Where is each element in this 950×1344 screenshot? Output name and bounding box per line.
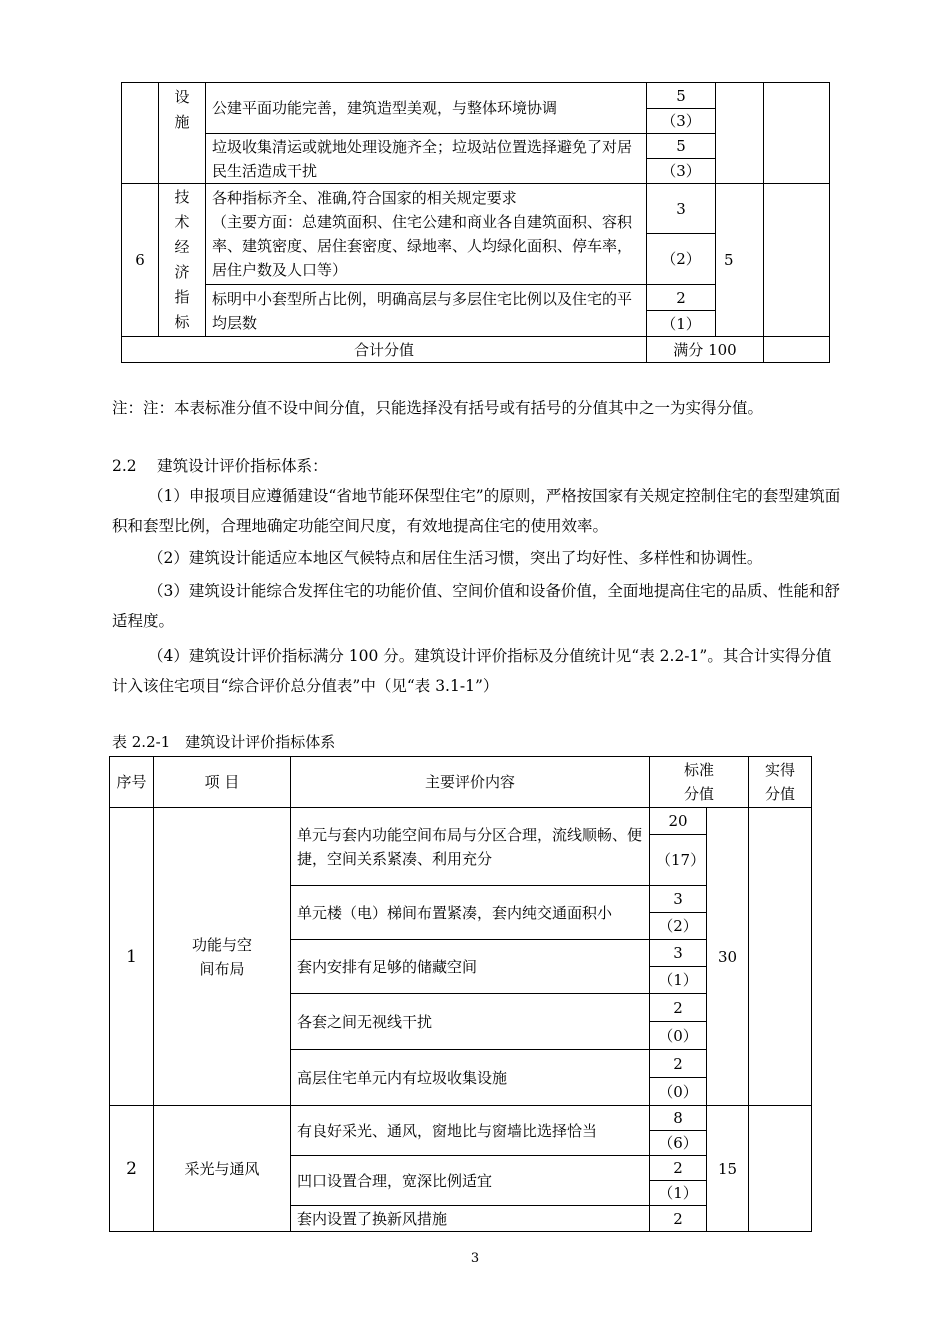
item-name: 技 术 经 济 指 标 bbox=[159, 184, 206, 337]
score-cell: 2 bbox=[647, 285, 716, 311]
header-actual: 实得 分值 bbox=[749, 757, 812, 808]
content-cell: 有良好采光、通风，窗地比与窗墙比选择恰当 bbox=[291, 1106, 650, 1156]
alt-score-cell: （2） bbox=[650, 913, 707, 940]
content-cell: 高层住宅单元内有垃圾收集设施 bbox=[291, 1050, 650, 1106]
content-cell: 单元楼（电）梯间布置紧凑，套内纯交通面积小 bbox=[291, 886, 650, 940]
alt-score-cell: （1） bbox=[650, 1181, 707, 1206]
header-item: 项 目 bbox=[154, 757, 291, 808]
alt-score-cell: （2） bbox=[647, 234, 716, 285]
content-cell: 标明中小套型所占比例，明确高层与多层住宅比例以及住宅的平均层数 bbox=[206, 285, 647, 337]
header-std: 标准 分值 bbox=[650, 757, 749, 808]
alt-score-cell: （0） bbox=[650, 1022, 707, 1050]
alt-score-cell: （0） bbox=[650, 1078, 707, 1106]
row-number: 2 bbox=[110, 1106, 154, 1232]
actual-cell bbox=[764, 83, 830, 184]
design-index-table bbox=[109, 756, 812, 1232]
score-cell: 2 bbox=[650, 1206, 707, 1232]
item-name: 功能与空 间布局 bbox=[154, 808, 291, 1106]
alt-score-cell: （6） bbox=[650, 1131, 707, 1156]
row-number: 1 bbox=[110, 808, 154, 1106]
section-heading: 2.2 建筑设计评价指标体系： bbox=[112, 457, 328, 475]
actual-cell bbox=[749, 808, 812, 1106]
content-cell: 各种指标齐全、准确,符合国家的相关规定要求 （主要方面：总建筑面积、住宅公建和商业各自建筑面积、容积率、建筑密度、居住套密度、绿地率、人均绿化面积、停车率，居住户数及人口等） bbox=[206, 184, 647, 285]
actual-cell bbox=[749, 1106, 812, 1232]
score-cell: 20 bbox=[650, 808, 707, 835]
total-cell: 5 bbox=[716, 184, 764, 337]
actual-cell bbox=[764, 184, 830, 337]
cont-item-cell: 设 施 bbox=[159, 83, 206, 184]
sum-label: 合计分值 bbox=[122, 337, 647, 363]
score-cell: 3 bbox=[650, 940, 707, 967]
content-cell: 公建平面功能完善，建筑造型美观，与整体环境协调 bbox=[206, 83, 647, 134]
total-cell: 15 bbox=[707, 1106, 749, 1232]
content-cell: 垃圾收集清运或就地处理设施齐全；垃圾站位置选择避免了对居民生活造成干扰 bbox=[206, 134, 647, 184]
paragraph: （2）建筑设计能适应本地区气候特点和居住生活习惯，突出了均好性、多样性和协调性。 bbox=[148, 549, 763, 567]
score-cell: 8 bbox=[650, 1106, 707, 1131]
score-cell: 2 bbox=[650, 994, 707, 1022]
page-number: 3 bbox=[470, 1251, 480, 1266]
header-no: 序号 bbox=[110, 757, 154, 808]
table-note: 注：注：本表标准分值不设中间分值，只能选择没有括号或有括号的分值其中之一为实得分值。 bbox=[112, 399, 764, 417]
total-cell: 30 bbox=[707, 808, 749, 1106]
total-cell bbox=[716, 83, 764, 184]
item-name: 采光与通风 bbox=[154, 1106, 291, 1232]
score-cell: 2 bbox=[650, 1050, 707, 1078]
content-cell: 单元与套内功能空间布局与分区合理，流线顺畅、便捷，空间关系紧凑、利用充分 bbox=[291, 808, 650, 886]
score-cell: 2 bbox=[650, 1156, 707, 1181]
score-cell: 5 bbox=[647, 83, 716, 109]
paragraph: （4）建筑设计评价指标满分 100 分。建筑设计评价指标及分值统计见“表 2.2-1”。其合计实得分值计入该住宅项目“综合评价总分值表”中（见“表 3.1-1”） bbox=[112, 647, 832, 695]
paragraph: （1）申报项目应遵循建设“省地节能环保型住宅”的原则，严格按国家有关规定控制住宅的套型建筑面积和套型比例，合理地确定功能空间尺度，有效地提高住宅的使用效率。 bbox=[112, 487, 841, 535]
score-cell: 5 bbox=[647, 134, 716, 159]
sum-actual bbox=[764, 337, 830, 363]
alt-score-cell: （1） bbox=[647, 311, 716, 337]
content-cell: 套内安排有足够的储藏空间 bbox=[291, 940, 650, 994]
sum-value: 满分 100 bbox=[647, 337, 764, 363]
table-caption: 表 2.2-1 建筑设计评价指标体系 bbox=[112, 733, 336, 751]
cont-no-cell bbox=[122, 83, 159, 184]
content-cell: 套内设置了换新风措施 bbox=[291, 1206, 650, 1232]
alt-score-cell: （3） bbox=[647, 109, 716, 134]
paragraph: （3）建筑设计能综合发挥住宅的功能价值、空间价值和设备价值，全面地提高住宅的品质、性能和舒适程度。 bbox=[112, 582, 840, 630]
header-content: 主要评价内容 bbox=[291, 757, 650, 808]
content-cell: 各套之间无视线干扰 bbox=[291, 994, 650, 1050]
alt-score-cell: （17） bbox=[650, 835, 707, 886]
score-cell: 3 bbox=[647, 184, 716, 234]
content-cell: 凹口设置合理，宽深比例适宜 bbox=[291, 1156, 650, 1206]
row-number: 6 bbox=[122, 184, 159, 337]
alt-score-cell: （3） bbox=[647, 159, 716, 184]
alt-score-cell: （1） bbox=[650, 967, 707, 994]
score-cell: 3 bbox=[650, 886, 707, 913]
top-score-table bbox=[121, 82, 830, 363]
